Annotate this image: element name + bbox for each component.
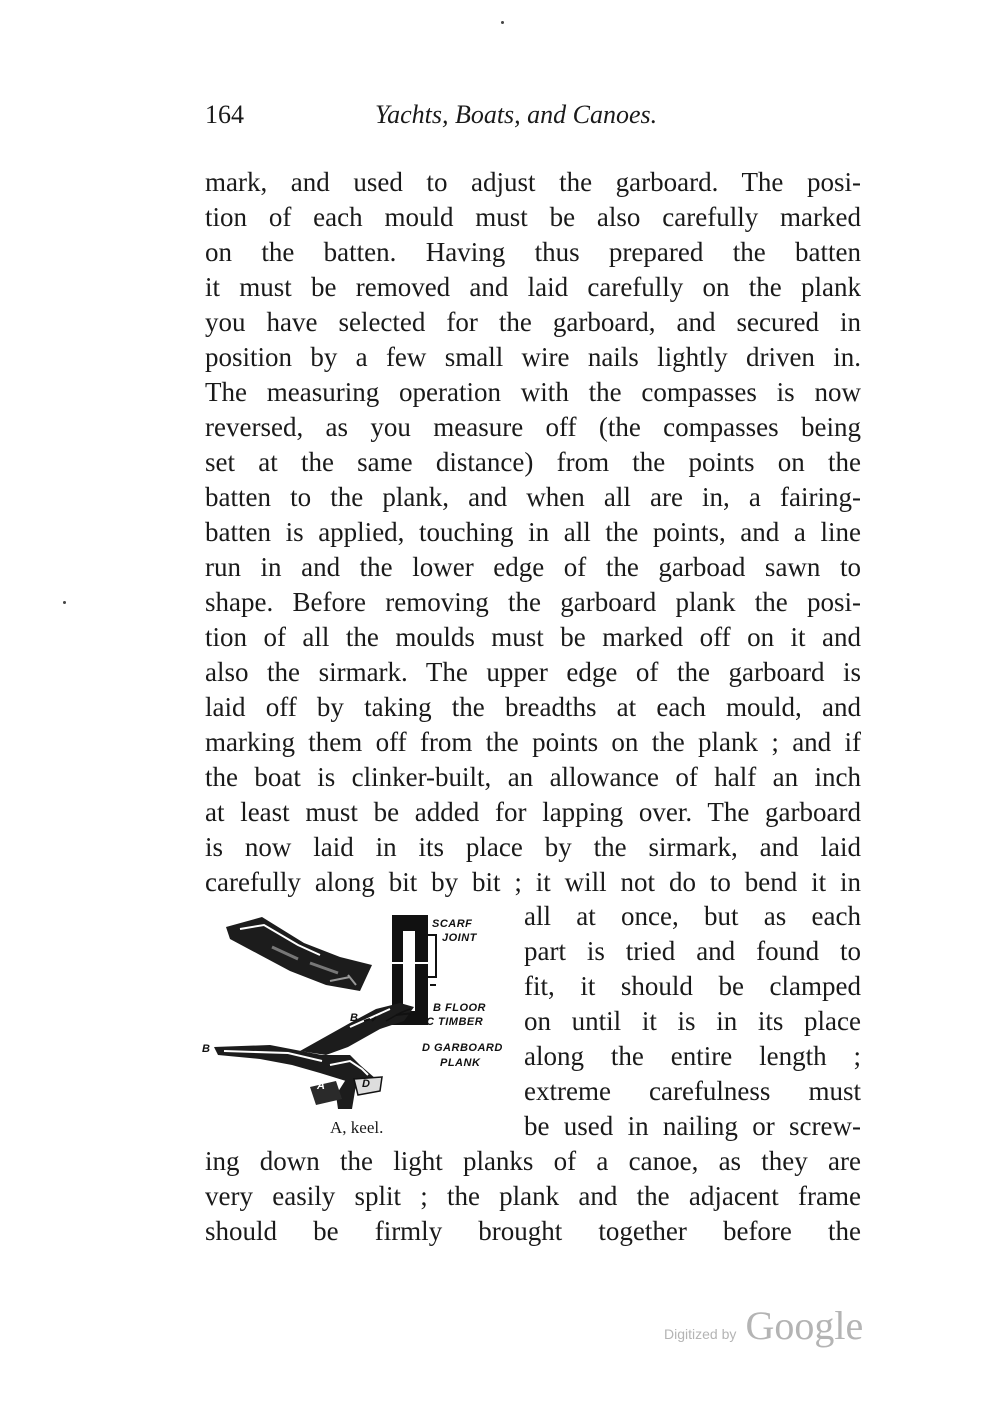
text-line: it must be removed and laid carefully on the plank <box>205 272 861 302</box>
google-logo: Google <box>745 1303 864 1348</box>
running-title: Yachts, Boats, and Canoes. <box>375 100 658 129</box>
print-speck <box>501 21 504 24</box>
figure-caption: A, keel. <box>330 1118 384 1137</box>
page-header <box>205 100 865 140</box>
label-a: A <box>317 1080 326 1092</box>
text-line: mark, and used to adjust the garboard. The posi- <box>205 167 861 197</box>
text-line: the boat is clinker-built, an allowance of half an inch <box>205 762 861 792</box>
text-line: at least must be added for lapping over. The garboard <box>205 797 861 827</box>
text-line: carefully along bit by bit ; it will not do to bend it in <box>205 867 861 897</box>
text-line: very easily split ; the plank and the adjacent frame <box>205 1181 861 1211</box>
wrap-text-line: part is tried and found to <box>524 936 861 966</box>
text-line: batten is applied, touching in all the points, and a line <box>205 517 861 547</box>
keel-assembly-drawing <box>214 1003 414 1109</box>
text-line: also the sirmark. The upper edge of the garboard is <box>205 657 861 687</box>
page-number: 164 <box>205 100 244 129</box>
label-b-left: B <box>202 1043 211 1055</box>
label-timber: C TIMBER <box>426 1016 484 1028</box>
text-line: should be firmly brought together before the <box>205 1216 861 1246</box>
label-plank: PLANK <box>440 1057 481 1069</box>
text-line: on the batten. Having thus prepared the batten <box>205 237 861 267</box>
print-speck <box>63 601 66 604</box>
label-garboard: D GARBOARD <box>422 1042 503 1054</box>
digitized-watermark <box>664 1302 863 1352</box>
text-line: shape. Before removing the garboard plank the posi- <box>205 587 861 617</box>
wrap-text-line: along the entire length ; <box>524 1041 861 1071</box>
label-b-mid: B <box>350 1012 359 1024</box>
watermark-prefix: Digitized by <box>664 1326 737 1342</box>
text-line: ing down the light planks of a canoe, as they are <box>205 1146 861 1176</box>
keel-figure <box>200 905 525 1145</box>
label-joint: JOINT <box>442 932 477 944</box>
wrap-text-line: be used in nailing or screw- <box>524 1111 861 1141</box>
wrap-text-line: all at once, but as each <box>524 901 861 931</box>
text-line: position by a few small wire nails lightly driven in. <box>205 342 861 372</box>
label-scarf: SCARF <box>432 918 473 930</box>
scarf-piece-drawing <box>226 917 372 991</box>
wrap-text-line: extreme carefulness must <box>524 1076 861 1106</box>
text-line: set at the same distance) from the points on the <box>205 447 861 477</box>
text-line: run in and the lower edge of the garboad sawn to <box>205 552 861 582</box>
text-line: tion of each mould must be also carefully marked <box>205 202 861 232</box>
label-d: D <box>362 1078 371 1090</box>
text-line: is now laid in its place by the sirmark, and laid <box>205 832 861 862</box>
label-floor: B FLOOR <box>433 1002 486 1014</box>
text-line: batten to the plank, and when all are in, a fairing- <box>205 482 861 512</box>
text-line: reversed, as you measure off (the compasses being <box>205 412 861 442</box>
text-line: The measuring operation with the compasses is now <box>205 377 861 407</box>
wrap-text-line: fit, it should be clamped <box>524 971 861 1001</box>
text-line: laid off by taking the breadths at each mould, and <box>205 692 861 722</box>
text-line: marking them off from the points on the plank ; and if <box>205 727 861 757</box>
text-line: tion of all the moulds must be marked off on it and <box>205 622 861 652</box>
text-line: you have selected for the garboard, and secured in <box>205 307 861 337</box>
wrap-text-line: on until it is in its place <box>524 1006 861 1036</box>
